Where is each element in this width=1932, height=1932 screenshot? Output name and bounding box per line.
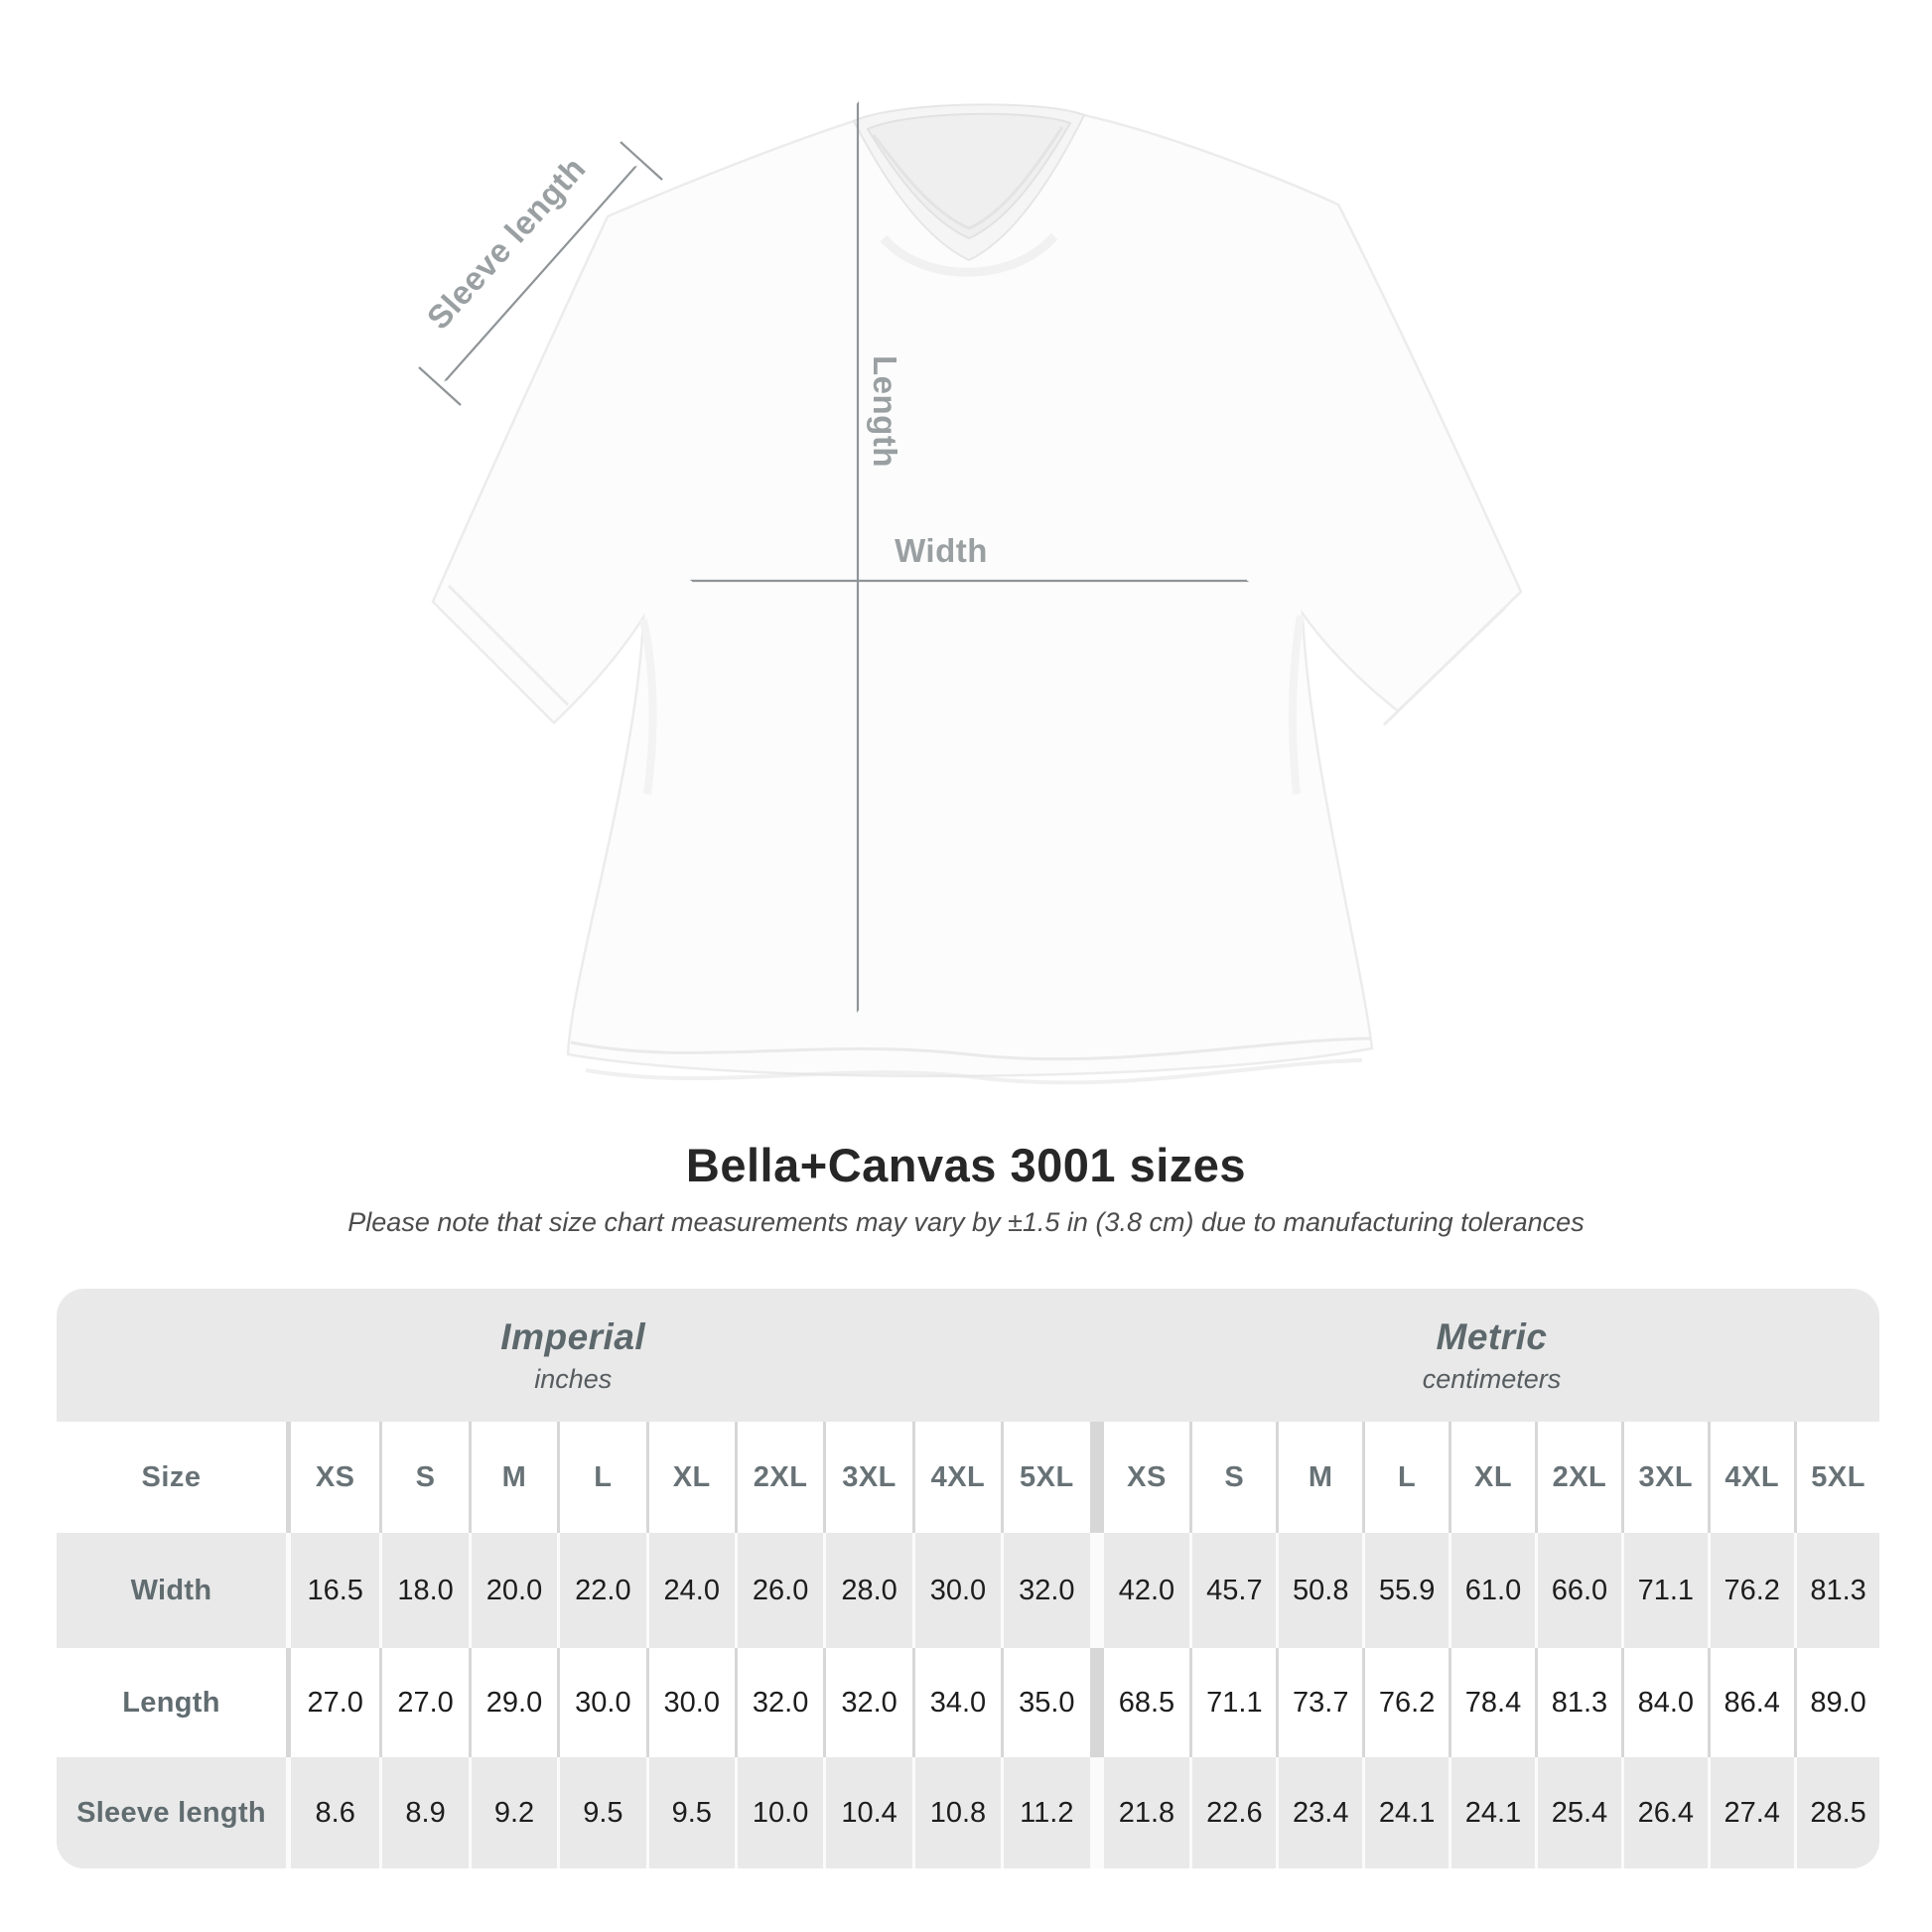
value-cell: 26.0 (735, 1533, 823, 1648)
size-header: 5XL (1001, 1422, 1089, 1533)
value-cell: 21.8 (1104, 1757, 1190, 1868)
size-header: 3XL (1621, 1422, 1708, 1533)
table-row-length (57, 1648, 1879, 1757)
size-header: XL (646, 1422, 735, 1533)
value-cell: 18.0 (379, 1533, 468, 1648)
value-cell: 28.5 (1794, 1757, 1879, 1868)
value-cell: 8.6 (291, 1757, 379, 1868)
value-cell: 24.1 (1362, 1757, 1449, 1868)
value-cell: 71.1 (1189, 1648, 1276, 1757)
value-cell: 55.9 (1362, 1533, 1449, 1648)
value-cell: 27.4 (1708, 1757, 1794, 1868)
value-cell: 32.0 (823, 1648, 911, 1757)
value-cell: 9.5 (557, 1757, 645, 1868)
unit-group-row (57, 1289, 1879, 1422)
group-separator (1090, 1422, 1104, 1533)
size-header-row (57, 1422, 1879, 1533)
value-cell: 10.0 (735, 1757, 823, 1868)
size-header: 4XL (1708, 1422, 1794, 1533)
value-cell: 9.5 (646, 1757, 735, 1868)
width-label: Width (895, 532, 988, 569)
value-cell: 42.0 (1104, 1533, 1190, 1648)
value-cell: 10.4 (823, 1757, 911, 1868)
value-cell: 22.0 (557, 1533, 645, 1648)
value-cell: 32.0 (1001, 1533, 1089, 1648)
value-cell: 25.4 (1535, 1757, 1621, 1868)
row-label: Width (57, 1533, 286, 1648)
size-header: 3XL (823, 1422, 911, 1533)
tolerance-note: Please note that size chart measurements may vary by ±1.5 in (3.8 cm) due to manufacturing tolerances (347, 1207, 1585, 1237)
size-header: 5XL (1794, 1422, 1879, 1533)
row-label: Sleeve length (57, 1757, 286, 1868)
value-cell: 22.6 (1189, 1757, 1276, 1868)
size-header: S (1189, 1422, 1276, 1533)
value-cell: 24.1 (1449, 1757, 1535, 1868)
value-cell: 20.0 (469, 1533, 557, 1648)
value-cell: 71.1 (1621, 1533, 1708, 1648)
imperial-label: Imperial (500, 1315, 646, 1357)
value-cell: 24.0 (646, 1533, 735, 1648)
size-header: XL (1449, 1422, 1535, 1533)
metric-label: Metric (1436, 1315, 1548, 1357)
metric-unit: centimeters (1422, 1363, 1562, 1394)
value-cell: 45.7 (1189, 1533, 1276, 1648)
value-cell: 26.4 (1621, 1757, 1708, 1868)
value-cell: 78.4 (1449, 1648, 1535, 1757)
value-cell: 27.0 (379, 1648, 468, 1757)
size-header: 4XL (912, 1422, 1001, 1533)
size-header: S (379, 1422, 468, 1533)
value-cell: 76.2 (1362, 1648, 1449, 1757)
value-cell: 34.0 (912, 1648, 1001, 1757)
sleeve-length-label: Sleeve length (419, 149, 593, 337)
value-cell: 9.2 (469, 1757, 557, 1868)
size-header: L (1362, 1422, 1449, 1533)
tshirt-shape (433, 104, 1521, 1082)
imperial-unit: inches (534, 1363, 613, 1394)
value-cell: 89.0 (1794, 1648, 1879, 1757)
group-separator (1090, 1757, 1104, 1868)
size-header: 2XL (735, 1422, 823, 1533)
value-cell: 8.9 (379, 1757, 468, 1868)
value-cell: 28.0 (823, 1533, 911, 1648)
value-cell: 23.4 (1276, 1757, 1362, 1868)
value-cell: 68.5 (1104, 1648, 1190, 1757)
size-header: 2XL (1535, 1422, 1621, 1533)
size-header: L (557, 1422, 645, 1533)
size-header: XS (291, 1422, 379, 1533)
size-column-header: Size (57, 1422, 286, 1533)
value-cell: 29.0 (469, 1648, 557, 1757)
value-cell: 86.4 (1708, 1648, 1794, 1757)
value-cell: 35.0 (1001, 1648, 1089, 1757)
group-separator (1090, 1648, 1104, 1757)
value-cell: 30.0 (912, 1533, 1001, 1648)
value-cell: 84.0 (1621, 1648, 1708, 1757)
value-cell: 61.0 (1449, 1533, 1535, 1648)
value-cell: 76.2 (1708, 1533, 1794, 1648)
length-label: Length (867, 355, 903, 468)
page-title: Bella+Canvas 3001 sizes (685, 1139, 1247, 1191)
value-cell: 27.0 (291, 1648, 379, 1757)
size-header: XS (1104, 1422, 1190, 1533)
size-header: M (1276, 1422, 1362, 1533)
table-row-sleeve-length (57, 1757, 1879, 1868)
value-cell: 32.0 (735, 1648, 823, 1757)
value-cell: 73.7 (1276, 1648, 1362, 1757)
value-cell: 10.8 (912, 1757, 1001, 1868)
value-cell: 11.2 (1001, 1757, 1089, 1868)
metric-group-header (1104, 1289, 1879, 1422)
group-separator (1090, 1533, 1104, 1648)
value-cell: 81.3 (1794, 1533, 1879, 1648)
table-row-width (57, 1533, 1879, 1648)
value-cell: 50.8 (1276, 1533, 1362, 1648)
row-label: Length (57, 1648, 286, 1757)
value-cell: 66.0 (1535, 1533, 1621, 1648)
value-cell: 16.5 (291, 1533, 379, 1648)
imperial-group-header (57, 1289, 1090, 1422)
size-table (57, 1289, 1879, 1868)
value-cell: 30.0 (557, 1648, 645, 1757)
value-cell: 30.0 (646, 1648, 735, 1757)
size-header: M (469, 1422, 557, 1533)
value-cell: 81.3 (1535, 1648, 1621, 1757)
